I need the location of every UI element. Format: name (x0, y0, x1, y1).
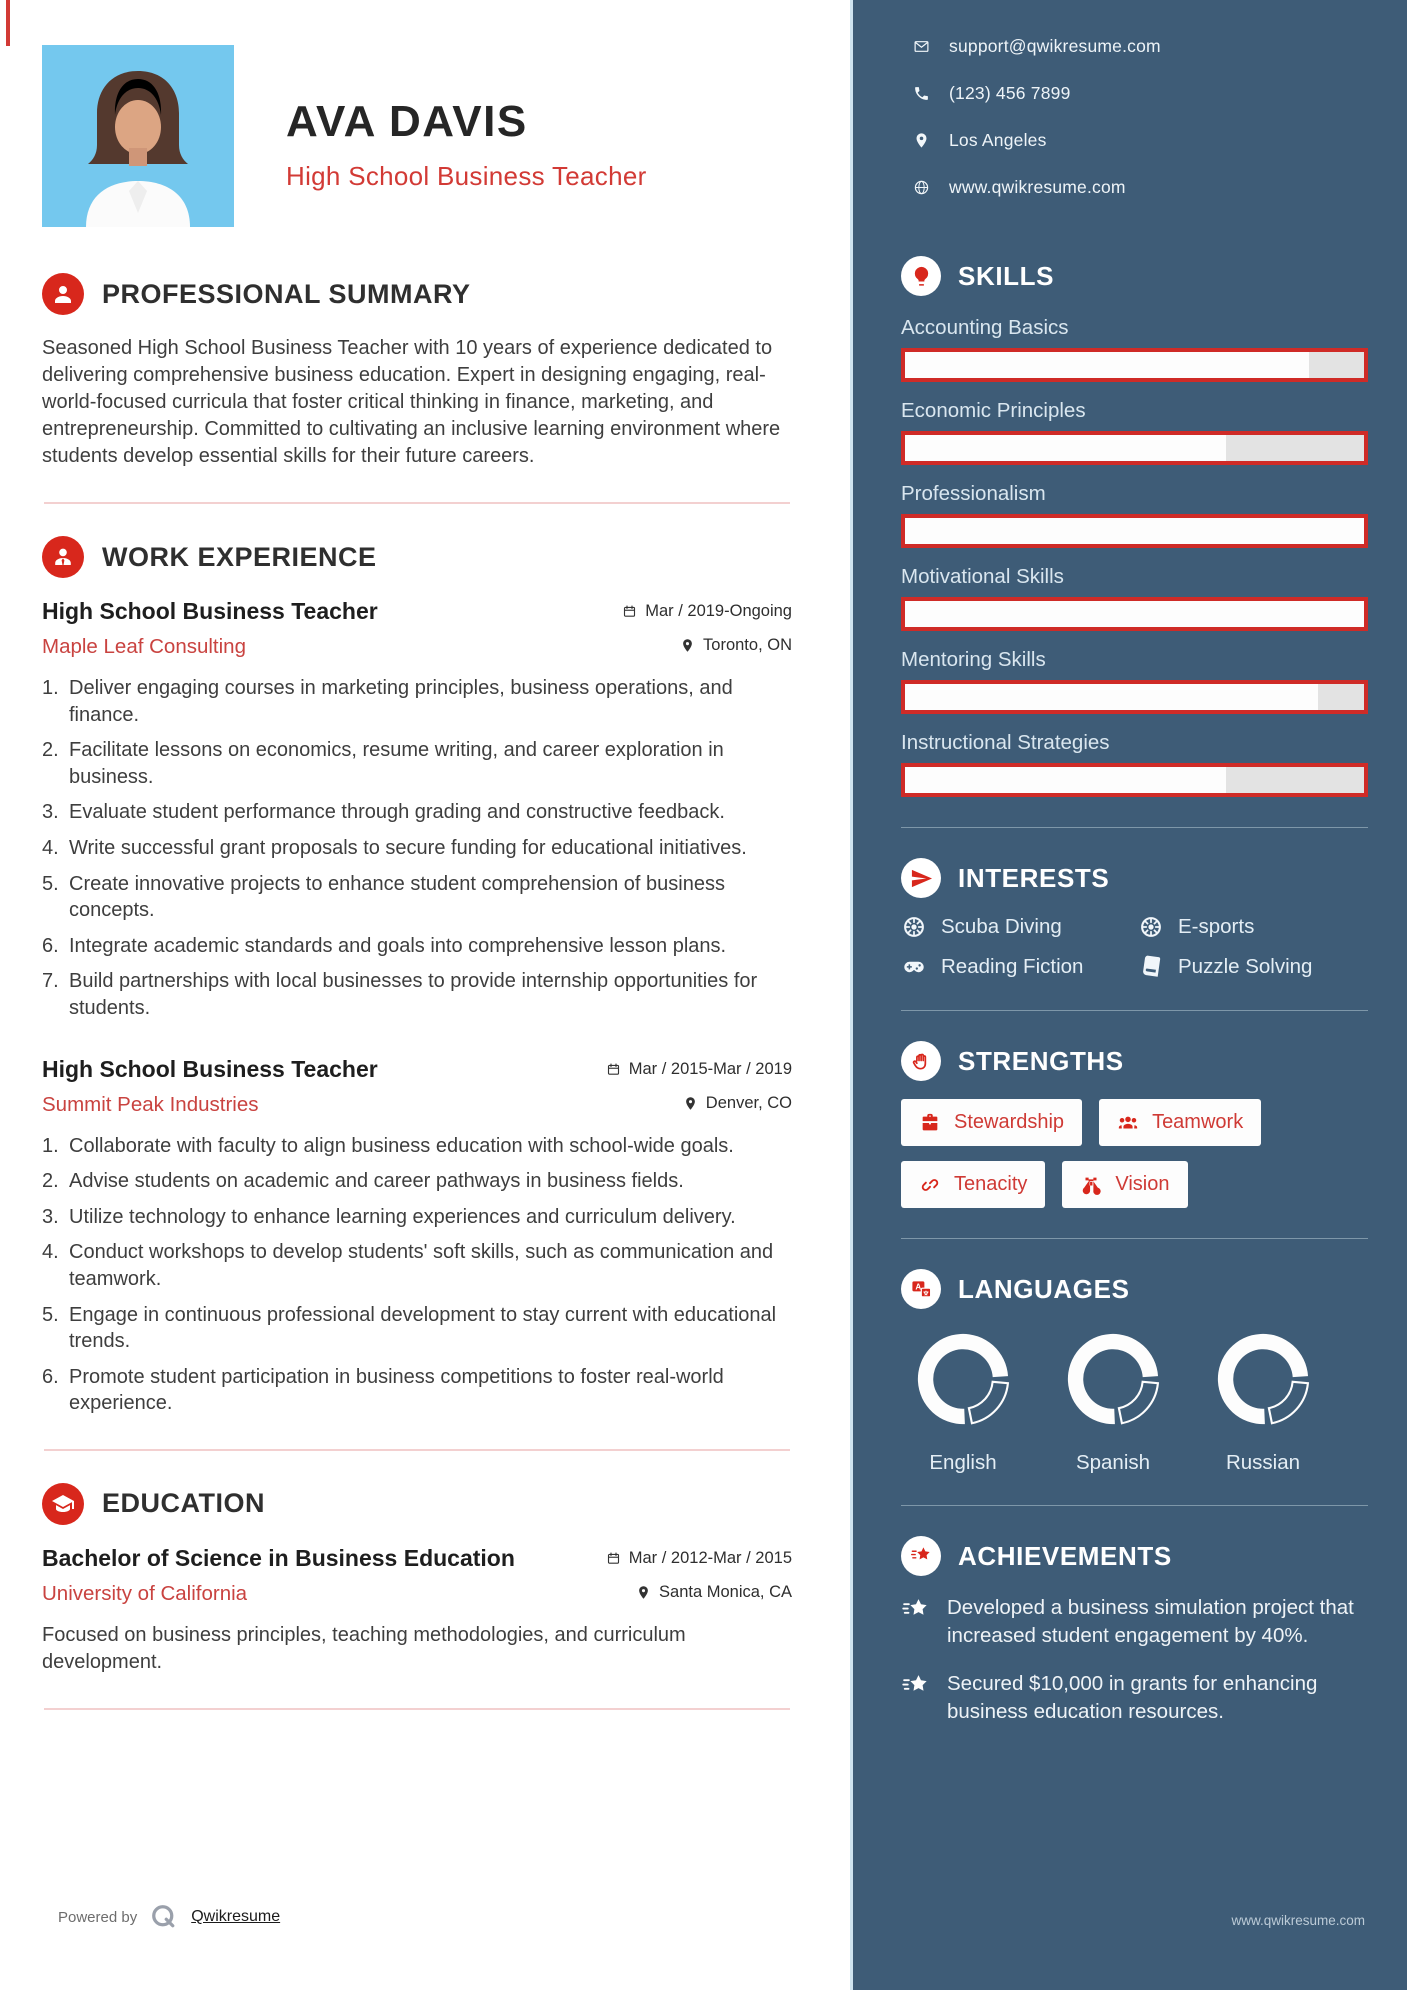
chain-icon (919, 1174, 941, 1196)
lightbulb-icon (901, 256, 941, 296)
language-item (915, 1331, 1011, 1475)
strength-badge (901, 1099, 1082, 1146)
languages-section-header (901, 1269, 1368, 1309)
job-entry (42, 598, 792, 1022)
education-section-header (42, 1483, 792, 1525)
pin-icon (636, 1585, 651, 1600)
job-dates: Mar / 2015-Mar / 2019 (606, 1060, 792, 1079)
skills-heading: SKILLS (958, 260, 1055, 291)
footer-left (58, 1902, 280, 1932)
wheel-icon (1138, 914, 1164, 940)
contact-email (913, 36, 1368, 57)
fist-icon (901, 1041, 941, 1081)
phone-icon (913, 85, 930, 102)
skill-label: Accounting Basics (901, 316, 1069, 339)
sidebar-column (850, 0, 1407, 1990)
contact-location (913, 130, 1368, 151)
skill-label: Mentoring Skills (901, 648, 1046, 671)
strength-label: Tenacity (954, 1173, 1028, 1195)
wheel-icon (901, 914, 927, 940)
work-heading: WORK EXPERIENCE (102, 541, 377, 572)
job-bullet: Deliver engaging courses in marketing principles, business operations, and finance. (69, 677, 733, 726)
skills-section-header (901, 256, 1368, 296)
header-job-title: High School Business Teacher (286, 161, 647, 191)
shooting-star-icon (901, 1672, 931, 1702)
education-location: Santa Monica, CA (636, 1583, 792, 1602)
section-education (42, 1483, 792, 1676)
skill-bar-fill (905, 518, 1364, 544)
email-link[interactable]: support@qwikresume.com (949, 36, 1161, 56)
skill-bar-fill (905, 601, 1364, 627)
interest-label: Puzzle Solving (1178, 955, 1313, 978)
job-title: High School Business Teacher (42, 1055, 378, 1082)
skill-bar-fill (905, 767, 1226, 793)
strengths-list (901, 1099, 1368, 1208)
achievements-heading: ACHIEVEMENTS (958, 1540, 1172, 1571)
strength-label: Stewardship (954, 1111, 1065, 1133)
achievement-item (901, 1594, 1368, 1650)
interests-section-header (901, 858, 1368, 898)
work-section-header (42, 536, 792, 578)
language-item (1215, 1331, 1311, 1475)
divider (44, 1708, 790, 1710)
binoculars-icon (1080, 1174, 1102, 1196)
phone-link[interactable]: (123) 456 7899 (949, 83, 1071, 103)
graduation-cap-icon (42, 1483, 84, 1525)
skill-item (901, 399, 1368, 465)
skill-label: Motivational Skills (901, 565, 1064, 588)
portrait-illustration (42, 45, 234, 227)
mail-icon (913, 38, 930, 55)
skill-item (901, 316, 1368, 382)
interest-label: E-sports (1178, 915, 1255, 938)
skill-item (901, 648, 1368, 714)
achievement-item (901, 1670, 1368, 1726)
achievements-list (901, 1594, 1368, 1726)
school-name: University of California (42, 1581, 248, 1605)
job-bullet: Create innovative projects to enhance student comprehension of business concepts. (69, 872, 725, 922)
company-name: Maple Leaf Consulting (42, 635, 246, 658)
interest-item (901, 914, 1138, 940)
job-bullet-list (42, 675, 792, 1022)
left-edge-accent (6, 0, 10, 46)
languages-heading: LANGUAGES (958, 1273, 1130, 1304)
skill-bar (901, 680, 1368, 714)
job-bullet: Facilitate lessons on economics, resume writing, and career exploration in business. (69, 739, 724, 788)
footer-right (1231, 1912, 1365, 1930)
contact-block (901, 36, 1368, 198)
worker-icon (42, 536, 84, 578)
website-link[interactable]: www.qwikresume.com (949, 177, 1126, 197)
achievements-section-header (901, 1536, 1368, 1576)
achievement-text: Developed a business simulation project that increased student engagement by 40%. (947, 1596, 1354, 1648)
job-bullet: Collaborate with faculty to align business education with school-wide goals. (69, 1134, 734, 1157)
globe-icon (913, 179, 930, 196)
header (42, 45, 792, 227)
interest-item (1138, 914, 1368, 940)
interest-label: Reading Fiction (941, 955, 1084, 978)
skill-bar (901, 514, 1368, 548)
location-text: Los Angeles (949, 130, 1047, 150)
job-bullet: Utilize technology to enhance learning experiences and curriculum delivery. (69, 1205, 736, 1228)
language-label: Russian (1225, 1451, 1301, 1474)
degree-title: Bachelor of Science in Business Education (42, 1544, 515, 1571)
language-label: English (929, 1451, 997, 1474)
skills-list (901, 316, 1368, 797)
job-dates: Mar / 2019-Ongoing (622, 602, 792, 621)
skill-bar-fill (905, 684, 1318, 710)
strength-badge (901, 1161, 1045, 1208)
profile-photo (42, 45, 234, 227)
footer-website-link[interactable]: www.qwikresume.com (1231, 1913, 1365, 1928)
job-bullet: Build partnerships with local businesses to provide internship opportunities for students. (69, 970, 758, 1019)
name-heading: AVA DAVIS (286, 97, 528, 146)
calendar-icon (606, 1551, 621, 1566)
translate-icon (901, 1269, 941, 1309)
job-bullet-list (42, 1133, 792, 1417)
skill-bar-fill (905, 435, 1226, 461)
paper-plane-icon (901, 858, 941, 898)
skill-label: Professionalism (901, 482, 1046, 505)
job-bullet: Advise students on academic and career pathways in business fields. (69, 1170, 684, 1193)
job-location: Toronto, ON (680, 636, 792, 655)
summary-heading: PROFESSIONAL SUMMARY (102, 278, 471, 309)
language-donut-chart (1065, 1331, 1161, 1427)
interest-item (1138, 954, 1368, 980)
header-text (286, 97, 647, 227)
job-bullet: Evaluate student performance through grading and constructive feedback. (69, 801, 725, 824)
language-label: Spanish (1075, 1451, 1151, 1474)
job-bullet: Conduct workshops to develop students' soft skills, such as communication and teamwork. (69, 1241, 774, 1290)
job-bullet: Engage in continuous professional development to stay current with educational trends. (69, 1303, 777, 1353)
qwikresume-logo-icon (149, 1902, 179, 1932)
skill-bar (901, 597, 1368, 631)
job-bullet: Integrate academic standards and goals into comprehensive lesson plans. (69, 934, 727, 957)
job-entry (42, 1056, 792, 1417)
strength-badge (1062, 1161, 1187, 1208)
summary-text: Seasoned High School Business Teacher with 10 years of experience dedicated to delivering comprehensive business education. Expert in designing engaging, real-world-focused curricula that foster critical thinking in finance, marketing, and entrepreneurship. Committed to cultivating an inclusive learning environment where students develop essential skills for their future careers. (42, 337, 781, 467)
contact-website (913, 177, 1368, 198)
language-item (1065, 1331, 1161, 1475)
gamepad-icon (901, 954, 927, 980)
strength-badge (1099, 1099, 1261, 1146)
shooting-star-icon (901, 1596, 931, 1626)
education-dates: Mar / 2012-Mar / 2015 (606, 1549, 792, 1568)
skill-label: Economic Principles (901, 399, 1086, 422)
team-icon (1117, 1112, 1139, 1134)
divider (44, 502, 790, 504)
section-interests (901, 858, 1368, 980)
education-entry (42, 1545, 792, 1676)
skill-bar (901, 431, 1368, 465)
job-title: High School Business Teacher (42, 598, 378, 624)
languages-row (901, 1331, 1368, 1475)
job-bullet: Write successful grant proposals to secure funding for educational initiatives. (69, 836, 747, 859)
section-work-experience (42, 536, 792, 1417)
strength-label: Vision (1115, 1173, 1170, 1195)
person-icon (42, 273, 84, 315)
briefcase-icon (919, 1112, 941, 1134)
jobs-container (42, 598, 792, 1417)
section-professional-summary (42, 273, 792, 470)
pin-icon (913, 132, 930, 149)
powered-by-label: Powered by (58, 1908, 138, 1926)
skill-bar (901, 763, 1368, 797)
strength-label: Teamwork (1152, 1111, 1244, 1133)
interest-label: Scuba Diving (941, 915, 1062, 938)
skill-bar (901, 348, 1368, 382)
section-skills (901, 256, 1368, 797)
section-strengths (901, 1041, 1368, 1208)
pin-icon (680, 638, 695, 653)
divider (901, 1010, 1368, 1011)
language-donut-chart (915, 1331, 1011, 1427)
contact-phone (913, 83, 1368, 104)
book-icon (1138, 954, 1164, 980)
divider (901, 1238, 1368, 1239)
svg-text:A: A (914, 1281, 921, 1291)
divider (44, 1449, 790, 1451)
skill-label: Instructional Strategies (901, 731, 1110, 754)
interests-grid (901, 914, 1368, 980)
calendar-icon (622, 604, 637, 619)
strengths-section-header (901, 1041, 1368, 1081)
qwikresume-brand-link[interactable]: Qwikresume (191, 1908, 281, 1925)
shooting-star-icon (901, 1536, 941, 1576)
skill-item (901, 482, 1368, 548)
calendar-icon (606, 1062, 621, 1077)
achievement-text: Secured $10,000 in grants for enhancing business education resources. (947, 1672, 1318, 1724)
divider (901, 827, 1368, 828)
pin-icon (683, 1096, 698, 1111)
skill-bar-fill (905, 352, 1309, 378)
section-languages (901, 1269, 1368, 1475)
divider (901, 1505, 1368, 1506)
skill-item (901, 731, 1368, 797)
job-bullet: Promote student participation in business competitions to foster real-world experience. (69, 1365, 724, 1415)
interests-heading: INTERESTS (958, 862, 1110, 893)
strengths-heading: STRENGTHS (958, 1045, 1124, 1076)
company-name: Summit Peak Industries (42, 1092, 259, 1116)
education-note: Focused on business principles, teaching methodologies, and curriculum development. (42, 1623, 686, 1673)
job-location: Denver, CO (683, 1094, 792, 1113)
summary-section-header (42, 273, 792, 315)
language-donut-chart (1215, 1331, 1311, 1427)
education-heading: EDUCATION (102, 1488, 265, 1519)
section-achievements (901, 1536, 1368, 1726)
interest-item (901, 954, 1138, 980)
skill-item (901, 565, 1368, 631)
